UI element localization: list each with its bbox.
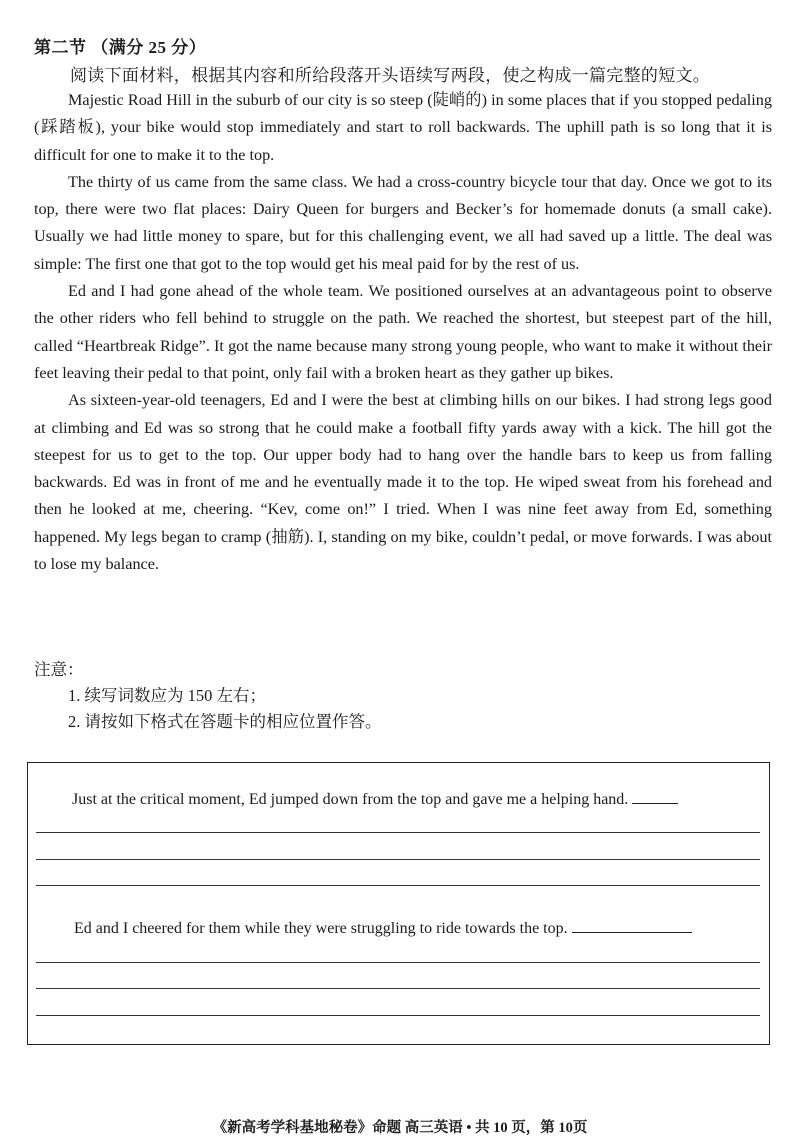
passage-paragraph-4: As sixteen-year-old teenagers, Ed and I were the best at climbing hills on our bikes. I had strong legs good at climbing and Ed was so strong that he could make a football fifty yards away with a kick. The hill got the steepest for us to get to the top. Our upper body had to hang over the handle bars to keep us from falling backwards. Ed was in front of me and he eventually made it to the top. He wiped sweat from his forehead and then he looked at me, cheering. “Kev, come on!” I tried. When I was nine feet away from Ed, something happened. My legs began to cramp (抽筋). I, standing on my bike, couldn’t pedal, or move forwards. I was about to lose my balance.: [34, 391, 772, 574]
notes-label: 注意：: [34, 660, 84, 679]
prompt-1-text: Just at the critical moment, Ed jumped down from the top and gave me a helping hand.: [72, 791, 629, 808]
note-item-2: 2. 请按如下格式在答题卡的相应位置作答。: [68, 712, 382, 731]
answer-line-3[interactable]: [36, 885, 760, 886]
prompt-2-text: Ed and I cheered for them while they were struggling to ride towards the top.: [74, 920, 568, 937]
notes-section: [34, 657, 382, 735]
passage-paragraph-3: Ed and I had gone ahead of the whole team. We positioned ourselves at an advantageous point to observe the other riders who fell behind to struggle on the path. We reached the shortest, but steepest part of the hill, called “Heartbreak Ridge”. It got the name because many strong young people, who want to make it without their feet leaving their pedal to that point, only fail with a broken heart as they gather up bikes.: [34, 282, 772, 382]
section-title: 第二节 （满分 25 分）: [34, 38, 207, 57]
prompt-1-blank[interactable]: [632, 802, 678, 804]
page-footer: 《新高考学科基地秘卷》命题 高三英语 • 共 10 页，第 10页: [212, 1120, 588, 1136]
answer-line-5[interactable]: [36, 988, 760, 989]
notes-list: [34, 683, 382, 735]
note-item-1: 1. 续写词数应为 150 左右；: [68, 686, 266, 705]
answer-line-6[interactable]: [36, 1015, 760, 1016]
passage-paragraph-2: The thirty of us came from the same class. We had a cross-country bicycle tour that day. Once we got to its top, there were two flat places: Dairy Queen for burgers and Becker’s for homemade donuts (a small cake). Usually we had little money to spare, but for this challenging event, we all had saved up a little. The deal was simple: The first one that got to the top would get his meal paid for by the rest of us.: [34, 172, 772, 273]
answer-line-2[interactable]: [36, 859, 760, 860]
passage-paragraph-1: Majestic Road Hill in the suburb of our city is so steep (陡峭的) in some places that if you stopped pedaling (踩踏板), your bike would stop immediately and start to roll backwards. The uphill path is so long that it is difficult for one to make it to the top.: [34, 91, 772, 164]
section-instruction: 阅读下面材料，根据其内容和所给段落开头语续写两段，使之构成一篇完整的短文。: [70, 66, 711, 85]
reading-passage: [34, 87, 772, 578]
answer-line-4[interactable]: [36, 962, 760, 963]
answer-line-1[interactable]: [36, 832, 760, 833]
continuation-prompt-1: [72, 791, 678, 809]
continuation-prompt-2: [74, 920, 692, 938]
prompt-2-blank[interactable]: [572, 931, 692, 933]
answer-box: [27, 762, 770, 1045]
